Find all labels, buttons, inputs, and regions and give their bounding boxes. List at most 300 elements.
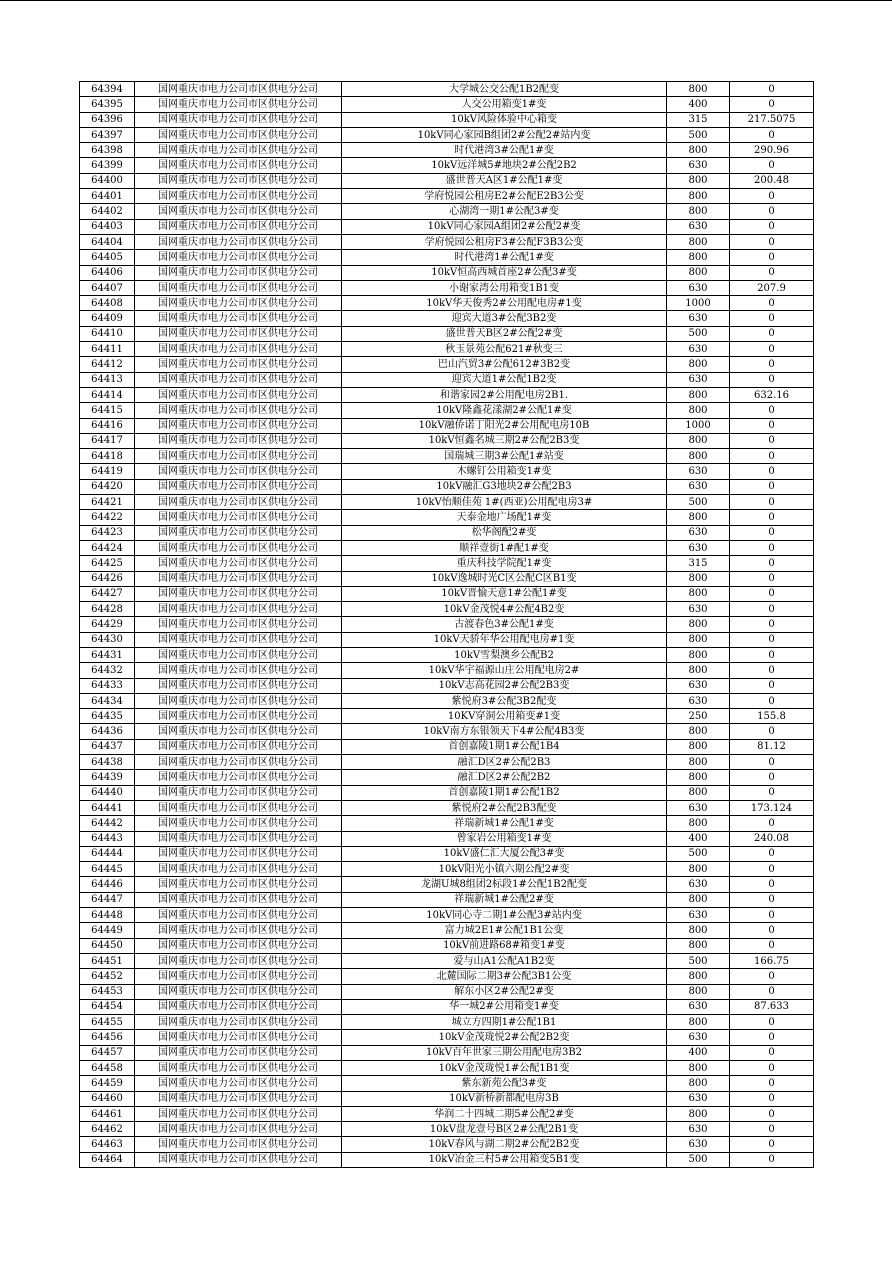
value-cell: 0 [730, 1152, 814, 1167]
company-cell: 国网重庆市电力公司市区供电分公司 [135, 586, 342, 601]
table-row [80, 342, 814, 357]
table-row [80, 1137, 814, 1152]
row-id-cell: 64453 [80, 984, 135, 999]
table-row [80, 632, 814, 647]
table-row [80, 127, 814, 142]
company-cell: 国网重庆市电力公司市区供电分公司 [135, 923, 342, 938]
value-cell: 0 [730, 1045, 814, 1060]
transformer-name-cell: 和谐家园2#公用配电房2B1. [342, 387, 667, 402]
row-id-cell: 64417 [80, 433, 135, 448]
table-row [80, 617, 814, 632]
table-row [80, 1015, 814, 1030]
row-id-cell: 64396 [80, 112, 135, 127]
row-id-cell: 64431 [80, 647, 135, 662]
row-id-cell: 64427 [80, 586, 135, 601]
row-id-cell: 64440 [80, 785, 135, 800]
row-id-cell: 64459 [80, 1076, 135, 1091]
transformer-name-cell: 古渡春色3#公配1#变 [342, 617, 667, 632]
transformer-name-cell: 10kV恒鑫名城三期2#公配2B3变 [342, 433, 667, 448]
company-cell: 国网重庆市电力公司市区供电分公司 [135, 1015, 342, 1030]
company-cell: 国网重庆市电力公司市区供电分公司 [135, 1152, 342, 1167]
transformer-name-cell: 10kV前进路68#箱变1#变 [342, 938, 667, 953]
value-cell: 0 [730, 342, 814, 357]
capacity-cell: 500 [667, 1152, 730, 1167]
value-cell: 0 [730, 204, 814, 219]
table-row [80, 357, 814, 372]
value-cell: 0 [730, 1106, 814, 1121]
capacity-cell: 800 [667, 265, 730, 280]
capacity-cell: 800 [667, 571, 730, 586]
company-cell: 国网重庆市电力公司市区供电分公司 [135, 846, 342, 861]
transformer-name-cell: 国瑞城三期3#公配1#站变 [342, 449, 667, 464]
value-cell: 0 [730, 617, 814, 632]
transformer-name-cell: 祥瑞新城1#公配2#变 [342, 892, 667, 907]
company-cell: 国网重庆市电力公司市区供电分公司 [135, 265, 342, 280]
row-id-cell: 64452 [80, 969, 135, 984]
capacity-cell: 800 [667, 984, 730, 999]
row-id-cell: 64410 [80, 326, 135, 341]
row-id-cell: 64451 [80, 953, 135, 968]
capacity-cell: 800 [667, 1076, 730, 1091]
company-cell: 国网重庆市电力公司市区供电分公司 [135, 280, 342, 295]
row-id-cell: 64404 [80, 234, 135, 249]
table-row [80, 250, 814, 265]
company-cell: 国网重庆市电力公司市区供电分公司 [135, 342, 342, 357]
capacity-cell: 630 [667, 908, 730, 923]
row-id-cell: 64421 [80, 495, 135, 510]
row-id-cell: 64457 [80, 1045, 135, 1060]
company-cell: 国网重庆市电力公司市区供电分公司 [135, 800, 342, 815]
company-cell: 国网重庆市电力公司市区供电分公司 [135, 326, 342, 341]
table-row [80, 678, 814, 693]
company-cell: 国网重庆市电力公司市区供电分公司 [135, 311, 342, 326]
row-id-cell: 64437 [80, 739, 135, 754]
capacity-cell: 800 [667, 250, 730, 265]
capacity-cell: 630 [667, 540, 730, 555]
table-row [80, 908, 814, 923]
transformer-name-cell: 天泰金地广场配1#变 [342, 510, 667, 525]
table-row [80, 296, 814, 311]
value-cell: 0 [730, 892, 814, 907]
transformer-name-cell: 紫东新苑公配3#变 [342, 1076, 667, 1091]
row-id-cell: 64438 [80, 755, 135, 770]
capacity-cell: 800 [667, 770, 730, 785]
company-cell: 国网重庆市电力公司市区供电分公司 [135, 219, 342, 234]
company-cell: 国网重庆市电力公司市区供电分公司 [135, 357, 342, 372]
table-row [80, 1045, 814, 1060]
transformer-name-cell: 10kV阳光小镇六期公配2#变 [342, 862, 667, 877]
row-id-cell: 64408 [80, 296, 135, 311]
transformer-name-cell: 10kV春风与湖二期2#公配2B2变 [342, 1137, 667, 1152]
table-row [80, 204, 814, 219]
transformer-name-cell: 巴山汽贸3#公配612#3B2变 [342, 357, 667, 372]
capacity-cell: 500 [667, 127, 730, 142]
row-id-cell: 64395 [80, 97, 135, 112]
capacity-cell: 800 [667, 969, 730, 984]
capacity-cell: 800 [667, 234, 730, 249]
company-cell: 国网重庆市电力公司市区供电分公司 [135, 755, 342, 770]
capacity-cell: 800 [667, 449, 730, 464]
value-cell: 0 [730, 755, 814, 770]
row-id-cell: 64415 [80, 403, 135, 418]
capacity-cell: 800 [667, 938, 730, 953]
company-cell: 国网重庆市电力公司市区供电分公司 [135, 693, 342, 708]
capacity-cell: 630 [667, 1091, 730, 1106]
transformer-name-cell: 融汇D区2#公配2B3 [342, 755, 667, 770]
capacity-cell: 630 [667, 1030, 730, 1045]
value-cell: 0 [730, 1122, 814, 1137]
transformer-name-cell: 富力城2E1#公配1B1公变 [342, 923, 667, 938]
capacity-cell: 800 [667, 1015, 730, 1030]
table-row [80, 984, 814, 999]
transformer-name-cell: 10kV盛仁汇大厦公配3#变 [342, 846, 667, 861]
value-cell: 0 [730, 923, 814, 938]
row-id-cell: 64433 [80, 678, 135, 693]
transformer-name-cell: 解东小区2#公配2#变 [342, 984, 667, 999]
capacity-cell: 800 [667, 82, 730, 97]
row-id-cell: 64419 [80, 464, 135, 479]
table-row [80, 387, 814, 402]
table-row [80, 280, 814, 295]
row-id-cell: 64401 [80, 189, 135, 204]
table-row [80, 586, 814, 601]
transformer-name-cell: 祥瑞新城1#公配1#变 [342, 816, 667, 831]
row-id-cell: 64441 [80, 800, 135, 815]
table-row [80, 433, 814, 448]
capacity-cell: 800 [667, 632, 730, 647]
table-row [80, 755, 814, 770]
transformer-name-cell: 10kV天骄年华公用配电房#1变 [342, 632, 667, 647]
value-cell: 0 [730, 540, 814, 555]
company-cell: 国网重庆市电力公司市区供电分公司 [135, 1076, 342, 1091]
table-row [80, 846, 814, 861]
value-cell: 155.8 [730, 709, 814, 724]
company-cell: 国网重庆市电力公司市区供电分公司 [135, 862, 342, 877]
value-cell: 0 [730, 525, 814, 540]
capacity-cell: 800 [667, 433, 730, 448]
table-row [80, 326, 814, 341]
transformer-name-cell: 华润二十四城二期5#公配2#变 [342, 1106, 667, 1121]
value-cell: 0 [730, 816, 814, 831]
capacity-cell: 630 [667, 693, 730, 708]
table-row [80, 143, 814, 158]
capacity-cell: 800 [667, 403, 730, 418]
value-cell: 290.96 [730, 143, 814, 158]
capacity-cell: 1000 [667, 418, 730, 433]
row-id-cell: 64425 [80, 556, 135, 571]
transformer-name-cell: 爱与山A1公配A1B2变 [342, 953, 667, 968]
row-id-cell: 64424 [80, 540, 135, 555]
transformer-name-cell: 盛世普天B区2#公配2#变 [342, 326, 667, 341]
row-id-cell: 64412 [80, 357, 135, 372]
value-cell: 0 [730, 97, 814, 112]
transformer-name-cell: 人交公用箱变1#变 [342, 97, 667, 112]
transformer-name-cell: 10kV同心家园B组团2#公配2#站内变 [342, 127, 667, 142]
company-cell: 国网重庆市电力公司市区供电分公司 [135, 189, 342, 204]
capacity-cell: 800 [667, 204, 730, 219]
transformer-name-cell: 10kV融汇G3地块2#公配2B3 [342, 479, 667, 494]
row-id-cell: 64429 [80, 617, 135, 632]
capacity-cell: 630 [667, 311, 730, 326]
row-id-cell: 64420 [80, 479, 135, 494]
table-row [80, 953, 814, 968]
value-cell: 0 [730, 357, 814, 372]
row-id-cell: 64462 [80, 1122, 135, 1137]
transformer-name-cell: 松华阁配2#变 [342, 525, 667, 540]
capacity-cell: 630 [667, 525, 730, 540]
company-cell: 国网重庆市电力公司市区供电分公司 [135, 418, 342, 433]
capacity-cell: 800 [667, 1061, 730, 1076]
row-id-cell: 64409 [80, 311, 135, 326]
value-cell: 0 [730, 602, 814, 617]
transformer-name-cell: 10kV盘龙壹号B区2#公配2B1变 [342, 1122, 667, 1137]
row-id-cell: 64444 [80, 846, 135, 861]
capacity-cell: 630 [667, 877, 730, 892]
value-cell: 0 [730, 1015, 814, 1030]
company-cell: 国网重庆市电力公司市区供电分公司 [135, 495, 342, 510]
value-cell: 207.9 [730, 280, 814, 295]
table-row [80, 1106, 814, 1121]
value-cell: 166.75 [730, 953, 814, 968]
company-cell: 国网重庆市电力公司市区供电分公司 [135, 647, 342, 662]
company-cell: 国网重庆市电力公司市区供电分公司 [135, 953, 342, 968]
capacity-cell: 800 [667, 173, 730, 188]
company-cell: 国网重庆市电力公司市区供电分公司 [135, 617, 342, 632]
row-id-cell: 64416 [80, 418, 135, 433]
row-id-cell: 64450 [80, 938, 135, 953]
value-cell: 0 [730, 571, 814, 586]
row-id-cell: 64448 [80, 908, 135, 923]
capacity-cell: 630 [667, 678, 730, 693]
transformer-table [79, 81, 814, 1168]
table-row [80, 1030, 814, 1045]
company-cell: 国网重庆市电力公司市区供电分公司 [135, 1106, 342, 1121]
capacity-cell: 800 [667, 892, 730, 907]
table-row [80, 663, 814, 678]
company-cell: 国网重庆市电力公司市区供电分公司 [135, 999, 342, 1014]
transformer-name-cell: 10kV金茂珑悦2#公配2B2变 [342, 1030, 667, 1045]
table-row [80, 724, 814, 739]
value-cell: 0 [730, 785, 814, 800]
transformer-name-cell: 10kV华宇福源山庄公用配电房2# [342, 663, 667, 678]
capacity-cell: 315 [667, 112, 730, 127]
row-id-cell: 64403 [80, 219, 135, 234]
transformer-name-cell: 小谢家湾公用箱变1B1变 [342, 280, 667, 295]
value-cell: 0 [730, 326, 814, 341]
capacity-cell: 800 [667, 862, 730, 877]
capacity-cell: 630 [667, 1137, 730, 1152]
company-cell: 国网重庆市电力公司市区供电分公司 [135, 112, 342, 127]
company-cell: 国网重庆市电力公司市区供电分公司 [135, 403, 342, 418]
transformer-name-cell: 时代港湾1#公配1#变 [342, 250, 667, 265]
value-cell: 0 [730, 127, 814, 142]
transformer-name-cell: 木螺钉公用箱变1#变 [342, 464, 667, 479]
company-cell: 国网重庆市电力公司市区供电分公司 [135, 143, 342, 158]
transformer-name-cell: 首创嘉陵1期1#公配1B2 [342, 785, 667, 800]
transformer-name-cell: 紫悦府2#公配2B3配变 [342, 800, 667, 815]
transformer-name-cell: 城立方四期1#公配1B1 [342, 1015, 667, 1030]
value-cell: 632.16 [730, 387, 814, 402]
value-cell: 0 [730, 877, 814, 892]
row-id-cell: 64423 [80, 525, 135, 540]
table-row [80, 82, 814, 97]
transformer-name-cell: 10kV风险体验中心箱变 [342, 112, 667, 127]
company-cell: 国网重庆市电力公司市区供电分公司 [135, 709, 342, 724]
company-cell: 国网重庆市电力公司市区供电分公司 [135, 632, 342, 647]
company-cell: 国网重庆市电力公司市区供电分公司 [135, 234, 342, 249]
table-row [80, 449, 814, 464]
company-cell: 国网重庆市电力公司市区供电分公司 [135, 602, 342, 617]
row-id-cell: 64432 [80, 663, 135, 678]
transformer-name-cell: 大学城公交公配1B2配变 [342, 82, 667, 97]
transformer-name-cell: 10kV华天俊秀2#公用配电房#1变 [342, 296, 667, 311]
table-row [80, 112, 814, 127]
value-cell: 173.124 [730, 800, 814, 815]
table-row [80, 234, 814, 249]
value-cell: 0 [730, 938, 814, 953]
value-cell: 0 [730, 724, 814, 739]
table-row [80, 693, 814, 708]
value-cell: 0 [730, 418, 814, 433]
value-cell: 0 [730, 1076, 814, 1091]
company-cell: 国网重庆市电力公司市区供电分公司 [135, 571, 342, 586]
company-cell: 国网重庆市电力公司市区供电分公司 [135, 1045, 342, 1060]
company-cell: 国网重庆市电力公司市区供电分公司 [135, 296, 342, 311]
value-cell: 0 [730, 449, 814, 464]
company-cell: 国网重庆市电力公司市区供电分公司 [135, 770, 342, 785]
table-row [80, 1122, 814, 1137]
row-id-cell: 64436 [80, 724, 135, 739]
company-cell: 国网重庆市电力公司市区供电分公司 [135, 816, 342, 831]
company-cell: 国网重庆市电力公司市区供电分公司 [135, 158, 342, 173]
company-cell: 国网重庆市电力公司市区供电分公司 [135, 449, 342, 464]
transformer-name-cell: 北麓国际二期3#公配3B1公变 [342, 969, 667, 984]
row-id-cell: 64458 [80, 1061, 135, 1076]
table-row [80, 785, 814, 800]
table-row [80, 571, 814, 586]
capacity-cell: 800 [667, 510, 730, 525]
value-cell: 0 [730, 250, 814, 265]
table-row [80, 647, 814, 662]
capacity-cell: 800 [667, 663, 730, 678]
row-id-cell: 64398 [80, 143, 135, 158]
row-id-cell: 64435 [80, 709, 135, 724]
capacity-cell: 630 [667, 219, 730, 234]
value-cell: 0 [730, 433, 814, 448]
capacity-cell: 800 [667, 647, 730, 662]
company-cell: 国网重庆市电力公司市区供电分公司 [135, 785, 342, 800]
company-cell: 国网重庆市电力公司市区供电分公司 [135, 1122, 342, 1137]
table-row [80, 938, 814, 953]
capacity-cell: 800 [667, 189, 730, 204]
table-row [80, 709, 814, 724]
row-id-cell: 64394 [80, 82, 135, 97]
transformer-name-cell: 10kV金茂珑悦1#公配1B1变 [342, 1061, 667, 1076]
row-id-cell: 64434 [80, 693, 135, 708]
value-cell: 0 [730, 1030, 814, 1045]
company-cell: 国网重庆市电力公司市区供电分公司 [135, 387, 342, 402]
transformer-name-cell: 10kV融侨诺丁阳光2#公用配电房10B [342, 418, 667, 433]
transformer-name-cell: 10kV南方东银领天下4#公配4B3变 [342, 724, 667, 739]
row-id-cell: 64430 [80, 632, 135, 647]
table-row [80, 525, 814, 540]
capacity-cell: 800 [667, 357, 730, 372]
row-id-cell: 64411 [80, 342, 135, 357]
company-cell: 国网重庆市电力公司市区供电分公司 [135, 540, 342, 555]
table-row [80, 969, 814, 984]
capacity-cell: 630 [667, 999, 730, 1014]
transformer-name-cell: 10kV远洋城5#地块2#公配2B2 [342, 158, 667, 173]
table-row [80, 173, 814, 188]
transformer-name-cell: 10kV怡顺佳苑 1#(西亚)公用配电房3# [342, 495, 667, 510]
value-cell: 0 [730, 265, 814, 280]
row-id-cell: 64442 [80, 816, 135, 831]
capacity-cell: 630 [667, 342, 730, 357]
company-cell: 国网重庆市电力公司市区供电分公司 [135, 1091, 342, 1106]
value-cell: 0 [730, 311, 814, 326]
value-cell: 0 [730, 372, 814, 387]
table-row [80, 1061, 814, 1076]
transformer-name-cell: 10kV雪梨澳乡公配B2 [342, 647, 667, 662]
capacity-cell: 800 [667, 785, 730, 800]
table-row [80, 265, 814, 280]
company-cell: 国网重庆市电力公司市区供电分公司 [135, 372, 342, 387]
transformer-name-cell: 10kV志高花园2#公配2B3变 [342, 678, 667, 693]
table-row [80, 923, 814, 938]
value-cell: 81.12 [730, 739, 814, 754]
row-id-cell: 64397 [80, 127, 135, 142]
table-row [80, 158, 814, 173]
row-id-cell: 64407 [80, 280, 135, 295]
company-cell: 国网重庆市电力公司市区供电分公司 [135, 678, 342, 693]
table-row [80, 403, 814, 418]
transformer-name-cell: 时代港湾3#公配1#变 [342, 143, 667, 158]
row-id-cell: 64413 [80, 372, 135, 387]
row-id-cell: 64447 [80, 892, 135, 907]
value-cell: 0 [730, 495, 814, 510]
table-row [80, 1152, 814, 1167]
capacity-cell: 800 [667, 923, 730, 938]
value-cell: 0 [730, 586, 814, 601]
row-id-cell: 64446 [80, 877, 135, 892]
transformer-name-cell: 迎宾大道1#公配1B2变 [342, 372, 667, 387]
table-row [80, 892, 814, 907]
row-id-cell: 64449 [80, 923, 135, 938]
company-cell: 国网重庆市电力公司市区供电分公司 [135, 510, 342, 525]
capacity-cell: 800 [667, 816, 730, 831]
transformer-name-cell: 10kV百年世家三期公用配电房3B2 [342, 1045, 667, 1060]
value-cell: 0 [730, 846, 814, 861]
transformer-name-cell: 顺祥壹街1#配1#变 [342, 540, 667, 555]
table-row [80, 1091, 814, 1106]
row-id-cell: 64406 [80, 265, 135, 280]
value-cell: 0 [730, 82, 814, 97]
company-cell: 国网重庆市电力公司市区供电分公司 [135, 173, 342, 188]
table-row [80, 1076, 814, 1091]
transformer-name-cell: 紫悦府3#公配3B2配变 [342, 693, 667, 708]
capacity-cell: 630 [667, 479, 730, 494]
transformer-name-cell: 10kV晋愉天意1#公配1#变 [342, 586, 667, 601]
capacity-cell: 400 [667, 831, 730, 846]
capacity-cell: 315 [667, 556, 730, 571]
table-row [80, 510, 814, 525]
transformer-name-cell: 10kV冶金三村5#公用箱变5B1变 [342, 1152, 667, 1167]
value-cell: 0 [730, 556, 814, 571]
company-cell: 国网重庆市电力公司市区供电分公司 [135, 663, 342, 678]
company-cell: 国网重庆市电力公司市区供电分公司 [135, 1137, 342, 1152]
value-cell: 0 [730, 647, 814, 662]
table-row [80, 816, 814, 831]
